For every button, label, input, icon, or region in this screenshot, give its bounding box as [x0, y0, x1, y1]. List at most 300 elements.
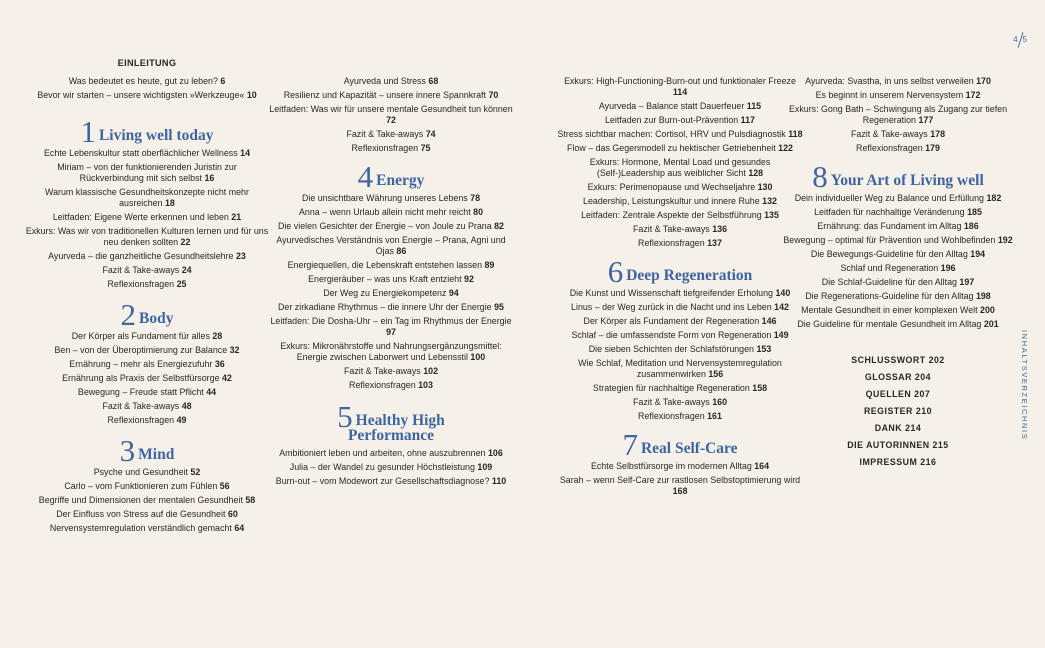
toc-entry: [266, 302, 516, 313]
toc-entry-page: 172: [965, 90, 981, 100]
chapter-title: Mind: [138, 446, 175, 463]
toc-entry-page: 204: [914, 372, 932, 382]
toc-entry-title: Schlaf und Regeneration: [840, 263, 939, 273]
toc-entry-title: Exkurs: Gong Bath – Schwingung als Zugang zur tiefen Regeneration: [788, 104, 1008, 125]
chapter-number: 5: [337, 399, 353, 434]
toc-entry: [773, 193, 1023, 204]
toc-entry-title: Die sieben Schichten der Schlafstörungen: [588, 344, 754, 354]
toc-entry-title: Linus – der Weg zurück in die Nacht und ins Leben: [571, 302, 772, 312]
toc-entry: [266, 448, 516, 459]
toc-entry: [266, 90, 516, 101]
toc-entry-page: 21: [231, 212, 242, 222]
toc-entry-page: 56: [219, 481, 230, 491]
chapter-8-heading: [773, 159, 1023, 194]
toc-entry-title: Echte Selbstfürsorge im modernen Alltag: [590, 461, 752, 471]
toc-entry-page: 74: [425, 129, 436, 139]
toc-entry: [266, 288, 516, 299]
toc-entry-title: Wie Schlaf, Meditation und Nervensystemregulation zusammenwirken: [578, 358, 782, 379]
toc-entry: [22, 345, 272, 356]
toc-entry-title: Schlaf – die umfassendste Form von Regeneration: [571, 330, 772, 340]
toc-entry: [266, 235, 516, 257]
toc-entry-page: 97: [386, 327, 396, 337]
chapter-number: 7: [622, 427, 638, 462]
toc-entry: [266, 380, 516, 391]
toc-entry: [555, 461, 805, 472]
toc-entry: [773, 221, 1023, 232]
toc-entry: [22, 331, 272, 342]
toc-entry-page: 14: [240, 148, 251, 158]
toc-entry-page: 95: [494, 302, 504, 312]
toc-entry-title: Reflexionsfragen: [638, 411, 705, 421]
toc-entry-title: Ayurveda: Svastha, in uns selbst verweilen: [805, 76, 974, 86]
toc-entry-title: Die Kunst und Wissenschaft tiefgreifender Erholung: [569, 288, 773, 298]
toc-entry-page: 210: [915, 406, 933, 416]
toc-column-3: [555, 76, 805, 500]
toc-entry-title: REGISTER: [863, 406, 913, 416]
toc-entry-page: 70: [488, 90, 499, 100]
chapter-2-heading: [22, 297, 272, 332]
toc-entry-title: Der Körper als Fundament der Regeneration: [583, 316, 760, 326]
chapter-number: 8: [812, 159, 828, 194]
toc-entry: [266, 143, 516, 154]
toc-entry-page: 156: [708, 369, 724, 379]
toc-entry-title: Fazit & Take-aways: [346, 129, 424, 139]
toc-entry: [22, 148, 272, 159]
chapter-number: 3: [119, 433, 136, 468]
toc-entry-page: 115: [746, 101, 762, 111]
toc-entry: [773, 457, 1023, 468]
toc-entry: [555, 143, 805, 154]
toc-entry-page: 49: [176, 415, 187, 425]
toc-entry-title: Was bedeutet es heute, gut zu leben?: [68, 76, 218, 86]
toc-entry: [773, 249, 1023, 260]
toc-entry-page: 135: [764, 210, 779, 220]
toc-entry-title: Ernährung als Praxis der Selbstfürsorge: [62, 373, 220, 383]
toc-entry-title: Die vielen Gesichter der Energie – von Joule zu Prana: [278, 221, 492, 231]
toc-entry-page: 194: [970, 249, 986, 259]
toc-entry-page: 114: [672, 87, 688, 97]
toc-entry: [773, 423, 1023, 434]
toc-entry-title: Der Einfluss von Stress auf die Gesundheit: [56, 509, 226, 519]
chapter-2-list: [22, 331, 272, 426]
toc-entry-page: 117: [740, 115, 755, 125]
toc-entry-page: 22: [180, 237, 191, 247]
chapter-title: Deep Regeneration: [626, 267, 753, 284]
toc-entry-page: 158: [752, 383, 768, 393]
chapter-5-list: [266, 448, 516, 487]
toc-entry-title: Burn-out – vom Modewort zur Gesellschaftsdiagnose?: [275, 476, 490, 486]
toc-column-4: [773, 76, 1023, 474]
toc-column-2: [266, 76, 516, 490]
toc-entry-title: Ayurveda und Stress: [343, 76, 426, 86]
toc-entry: [266, 316, 516, 338]
toc-entry: [555, 76, 805, 98]
toc-entry: [773, 104, 1023, 126]
toc-entry-page: 44: [206, 387, 217, 397]
toc-entry-page: 130: [757, 182, 773, 192]
toc-entry: [555, 238, 805, 249]
column-3-continued-list: [555, 76, 805, 249]
toc-entry-title: Reflexionsfragen: [856, 143, 923, 153]
chapter-8-list: [773, 193, 1023, 330]
toc-entry: [773, 291, 1023, 302]
toc-entry-page: 177: [918, 115, 934, 125]
toc-entry: [773, 406, 1023, 417]
toc-entry-page: 197: [959, 277, 975, 287]
toc-entry-title: Stress sichtbar machen: Cortisol, HRV und Pulsdiagnostik: [557, 129, 786, 139]
toc-entry: [22, 373, 272, 384]
toc-entry-title: Leadership, Leistungskultur und innere Ruhe: [583, 196, 760, 206]
toc-entry-page: 161: [707, 411, 722, 421]
toc-entry-title: Energieräuber – was uns Kraft entzieht: [308, 274, 462, 284]
toc-entry-title: SCHLUSSWORT: [851, 355, 926, 365]
toc-entry-page: 202: [928, 355, 945, 365]
toc-entry: [773, 305, 1023, 316]
toc-entry-page: 89: [484, 260, 495, 270]
toc-entry: [22, 226, 272, 248]
chapter-number: 1: [80, 114, 96, 149]
toc-entry-title: Energiequellen, die Lebenskraft entstehen lassen: [287, 260, 483, 270]
toc-entry: [773, 90, 1023, 101]
toc-entry-title: Bevor wir starten – unsere wichtigsten »Werkzeuge«: [37, 90, 245, 100]
toc-entry-page: 200: [980, 305, 995, 315]
chapter-title-line-1: Healthy High: [355, 412, 445, 429]
chapter-1-heading: [22, 114, 272, 149]
toc-entry-title: QUELLEN: [865, 389, 912, 399]
toc-entry-page: 110: [491, 476, 507, 486]
toc-entry-page: 60: [227, 509, 238, 519]
toc-entry-page: 207: [914, 389, 931, 399]
toc-entry: [555, 196, 805, 207]
toc-entry-title: Reflexionsfragen: [638, 238, 705, 248]
toc-entry: [22, 481, 272, 492]
toc-entry-page: 103: [418, 380, 433, 390]
toc-entry-title: Ayurvedisches Verständnis von Energie – Prana, Agni und Ojas: [276, 235, 506, 256]
toc-entry: [266, 274, 516, 285]
chapter-3-list: [22, 467, 272, 534]
toc-entry-title: Ben – von der Überoptimierung zur Balance: [54, 345, 228, 355]
toc-entry-page: 78: [470, 193, 481, 203]
chapter-3-heading: [22, 433, 272, 468]
toc-entry-page: 32: [229, 345, 240, 355]
toc-entry: [266, 104, 516, 126]
toc-entry-title: Miriam – von der funktionierenden Juristin zur Rückverbindung mit sich selbst: [57, 162, 237, 183]
toc-entry-title: Der Weg zu Energiekompetenz: [323, 288, 447, 298]
toc-entry-page: 36: [214, 359, 225, 369]
toc-entry-title: Nervensystemregulation verständlich gemacht: [49, 523, 232, 533]
toc-entry-page: 118: [788, 129, 803, 139]
toc-entry-title: Anna – wenn Urlaub allein nicht mehr reicht: [298, 207, 471, 217]
toc-entry-page: 94: [448, 288, 459, 298]
toc-entry-page: 109: [477, 462, 493, 472]
chapter-title: Living well today: [98, 127, 214, 144]
toc-entry: [773, 76, 1023, 87]
toc-entry-title: Fazit & Take-aways: [343, 366, 421, 376]
chapter-5-heading: [266, 399, 516, 444]
chapter-title: Energy: [376, 172, 425, 189]
toc-entry-title: Ayurveda – Balance statt Dauerfeuer: [598, 101, 745, 111]
toc-entry: [22, 509, 272, 520]
toc-entry: [22, 467, 272, 478]
toc-column-1: [22, 58, 272, 537]
toc-entry-title: Der Körper als Fundament für alles: [71, 331, 210, 341]
toc-entry-page: 198: [975, 291, 991, 301]
toc-entry: [773, 277, 1023, 288]
toc-entry: [555, 129, 805, 140]
toc-entry: [773, 143, 1023, 154]
toc-entry-title: Ayurveda – die ganzheitliche Gesundheitslehre: [48, 251, 234, 261]
toc-entry-page: 178: [930, 129, 946, 139]
toc-entry-title: Exkurs: Hormone, Mental Load und gesundes (Self-)Leadership aus weiblicher Sicht: [589, 157, 771, 178]
toc-entry-page: 149: [773, 330, 789, 340]
toc-entry-page: 196: [940, 263, 956, 273]
chapter-6-heading: [555, 254, 805, 289]
toc-entry: [773, 319, 1023, 330]
toc-entry-title: Leitfaden zur Burn-out-Prävention: [605, 115, 739, 125]
toc-entry-title: Mentale Gesundheit in einer komplexen Welt: [801, 305, 978, 315]
toc-entry-page: 82: [494, 221, 504, 231]
toc-entry-title: Fazit & Take-aways: [632, 397, 710, 407]
toc-entry-title: Strategien für nachhaltige Regeneration: [592, 383, 750, 393]
toc-entry-title: GLOSSAR: [864, 372, 912, 382]
toc-entry: [22, 523, 272, 534]
toc-entry: [266, 129, 516, 140]
toc-entry-page: 128: [748, 168, 764, 178]
toc-entry: [22, 76, 272, 87]
toc-entry: [266, 207, 516, 218]
chapter-title: Real Self-Care: [640, 440, 738, 457]
toc-entry: [266, 341, 516, 363]
page-numbers: [1013, 32, 1027, 48]
toc-entry-page: 170: [976, 76, 991, 86]
toc-entry-page: 153: [756, 344, 772, 354]
toc-entry-title: Die Bewegungs-Guideline für den Alltag: [810, 249, 968, 259]
toc-entry-page: 179: [925, 143, 940, 153]
toc-entry-page: 185: [967, 207, 982, 217]
toc-entry-page: 214: [905, 423, 922, 433]
toc-entry: [266, 476, 516, 487]
toc-entry-page: 68: [428, 76, 439, 86]
toc-entry-title: Die Guideline für mentale Gesundheit im Alltag: [797, 319, 982, 329]
toc-entry-page: 10: [246, 90, 257, 100]
toc-entry: [555, 344, 805, 355]
toc-entry-title: IMPRESSUM: [859, 457, 918, 467]
toc-entry-title: Exkurs: Mikronährstoffe und Nahrungsergänzungsmittel: Energie zwischen Laborwert und Lebensstil: [280, 341, 502, 362]
toc-entry: [22, 251, 272, 262]
chapter-title: Your Art of Living well: [830, 172, 984, 189]
toc-entry: [22, 495, 272, 506]
toc-entry: [22, 387, 272, 398]
toc-entry-page: 102: [423, 366, 439, 376]
toc-entry-page: 100: [470, 352, 486, 362]
toc-entry-title: Echte Lebenskultur statt oberflächlicher Wellness: [43, 148, 238, 158]
toc-entry-title: Psyche und Gesundheit: [93, 467, 188, 477]
toc-entry-page: 52: [190, 467, 201, 477]
toc-entry-title: Resilienz und Kapazität – unsere innere Spannkraft: [283, 90, 486, 100]
toc-entry: [22, 415, 272, 426]
chapter-7-list: [555, 461, 805, 497]
intro-list: [22, 76, 272, 101]
toc-entry-page: 28: [212, 331, 223, 341]
toc-entry: [22, 401, 272, 412]
toc-entry: [555, 224, 805, 235]
toc-entry: [773, 389, 1023, 400]
toc-entry-page: 58: [245, 495, 256, 505]
toc-entry-title: Fazit & Take-aways: [102, 401, 180, 411]
column-2-continued-list: [266, 76, 516, 154]
toc-entry-title: Fazit & Take-aways: [632, 224, 710, 234]
toc-entry-page: 136: [712, 224, 728, 234]
toc-entry-title: Exkurs: Perimenopause und Wechseljahre: [587, 182, 756, 192]
toc-entry: [22, 187, 272, 209]
chapter-number: 6: [607, 254, 624, 289]
toc-entry-page: 216: [920, 457, 937, 467]
back-matter-list: [773, 355, 1023, 468]
toc-entry-title: Exkurs: Was wir von traditionellen Kulturen lernen und für uns neu denken sollten: [25, 226, 269, 247]
chapter-7-heading: [555, 427, 805, 462]
toc-entry: [555, 330, 805, 341]
column-4-continued-list: [773, 76, 1023, 154]
toc-entry-page: 146: [761, 316, 777, 326]
toc-entry-page: 64: [234, 523, 245, 533]
toc-entry-title: Julia – der Wandel zu gesunder Höchstleistung: [289, 462, 475, 472]
toc-entry-title: Begriffe und Dimensionen der mentalen Gesundheit: [38, 495, 243, 505]
toc-entry: [266, 221, 516, 232]
toc-entry-title: Ambitioniert leben und arbeiten, ohne auszubrennen: [279, 448, 486, 458]
intro-heading: EINLEITUNG: [117, 58, 177, 68]
chapter-6-list: [555, 288, 805, 422]
toc-entry: [266, 76, 516, 87]
chapter-4-list: [266, 193, 516, 391]
toc-entry-page: 132: [762, 196, 777, 206]
toc-entry-title: Fazit & Take-aways: [850, 129, 928, 139]
toc-entry-page: 182: [986, 193, 1002, 203]
toc-entry-title: Reflexionsfragen: [107, 415, 175, 425]
toc-entry-page: 72: [386, 115, 396, 125]
toc-entry-page: 6: [220, 76, 226, 86]
page-number-left: 4: [1013, 35, 1018, 44]
toc-entry-title: Die Schlaf-Guideline für den Alltag: [821, 277, 957, 287]
toc-entry: [555, 383, 805, 394]
toc-entry: [555, 288, 805, 299]
toc-entry: [266, 366, 516, 377]
toc-entry-title: DIE AUTORINNEN: [847, 440, 930, 450]
toc-entry-page: 80: [473, 207, 484, 217]
toc-entry-page: 201: [983, 319, 999, 329]
toc-entry: [773, 440, 1023, 451]
chapter-1-list: [22, 148, 272, 290]
toc-entry-page: 23: [235, 251, 246, 261]
toc-entry-page: 18: [165, 198, 175, 208]
toc-entry: [773, 207, 1023, 218]
chapter-title-line-2: Performance: [347, 427, 435, 444]
toc-entry: [22, 359, 272, 370]
chapter-number: 4: [357, 159, 374, 194]
toc-entry: [22, 90, 272, 101]
toc-entry-page: 24: [181, 265, 192, 275]
toc-entry-title: Leitfaden: Die Dosha-Uhr – ein Tag im Rhythmus der Energie: [270, 316, 512, 326]
page-number-right: 5: [1022, 35, 1027, 44]
toc-entry: [773, 263, 1023, 274]
toc-entry-title: Dein individueller Weg zu Balance und Erfüllung: [794, 193, 984, 203]
toc-entry-title: Die Regenerations-Guideline für den Alltag: [805, 291, 974, 301]
toc-entry-page: 75: [420, 143, 431, 153]
toc-entry-page: 186: [963, 221, 979, 231]
toc-entry-page: 16: [204, 173, 215, 183]
toc-entry: [773, 129, 1023, 140]
toc-entry-page: 160: [712, 397, 728, 407]
toc-entry: [555, 358, 805, 380]
toc-entry: [266, 260, 516, 271]
toc-entry-title: Leitfaden: Was wir für unsere mentale Gesundheit tun können: [269, 104, 513, 114]
toc-entry-title: Fazit & Take-aways: [102, 265, 180, 275]
toc-entry-page: 140: [775, 288, 791, 298]
toc-entry-title: Der zirkadiane Rhythmus – die innere Uhr der Energie: [278, 302, 492, 312]
toc-entry-page: 168: [672, 486, 688, 496]
toc-entry-page: 86: [396, 246, 407, 256]
toc-entry: [555, 157, 805, 179]
toc-entry: [773, 372, 1023, 383]
toc-entry: [555, 182, 805, 193]
toc-entry-page: 42: [221, 373, 232, 383]
toc-entry: [22, 212, 272, 223]
toc-entry: [555, 316, 805, 327]
toc-entry-title: Reflexionsfragen: [349, 380, 416, 390]
toc-entry-title: Leitfaden: Zentrale Aspekte der Selbstführung: [581, 210, 762, 220]
toc-entry: [555, 101, 805, 112]
chapter-number: 2: [120, 297, 137, 332]
toc-entry-page: 25: [176, 279, 187, 289]
toc-entry: [555, 115, 805, 126]
toc-entry: [555, 210, 805, 221]
toc-entry: [773, 355, 1023, 366]
toc-entry-title: Carlo – vom Funktionieren zum Fühlen: [64, 481, 218, 491]
toc-entry-page: 137: [707, 238, 722, 248]
toc-entry-title: Die unsichtbare Währung unseres Lebens: [301, 193, 468, 203]
toc-entry-title: Ernährung: das Fundament im Alltag: [817, 221, 962, 231]
toc-entry-page: 164: [754, 461, 770, 471]
toc-entry: [555, 397, 805, 408]
toc-entry-title: Reflexionsfragen: [351, 143, 419, 153]
toc-entry-title: Leitfaden für nachhaltige Veränderung: [814, 207, 965, 217]
toc-entry-title: Bewegung – optimal für Prävention und Wohlbefinden: [783, 235, 996, 245]
toc-entry-title: Exkurs: High-Functioning-Burn-out und funktionaler Freeze: [564, 76, 796, 86]
toc-entry-title: Reflexionsfragen: [107, 279, 175, 289]
chapter-title: Body: [139, 310, 174, 327]
toc-entry-page: 92: [464, 274, 474, 284]
toc-entry-page: 106: [487, 448, 503, 458]
toc-entry-page: 122: [778, 143, 793, 153]
toc-entry-title: Ernährung – mehr als Energiezufuhr: [69, 359, 213, 369]
toc-entry-page: 215: [932, 440, 949, 450]
toc-entry: [266, 193, 516, 204]
toc-entry: [555, 302, 805, 313]
chapter-4-heading: [266, 159, 516, 194]
toc-entry-page: 142: [774, 302, 789, 312]
toc-entry: [22, 279, 272, 290]
toc-entry-title: Sarah – wenn Self-Care zur rastlosen Selbstoptimierung wird: [559, 475, 801, 485]
toc-entry-page: 48: [181, 401, 192, 411]
toc-entry: [555, 411, 805, 422]
toc-entry-title: Es beginnt in unserem Nervensystem: [815, 90, 964, 100]
toc-entry-title: Flow – das Gegenmodell zu hektischer Getriebenheit: [567, 143, 776, 153]
toc-entry: [773, 235, 1023, 246]
toc-entry: [266, 462, 516, 473]
toc-entry: [22, 162, 272, 184]
toc-entry-title: Leitfaden: Eigene Werte erkennen und leben: [52, 212, 229, 222]
toc-entry-title: Warum klassische Gesundheitskonzepte nicht mehr ausreichen: [45, 187, 249, 208]
toc-entry-title: DANK: [874, 423, 903, 433]
